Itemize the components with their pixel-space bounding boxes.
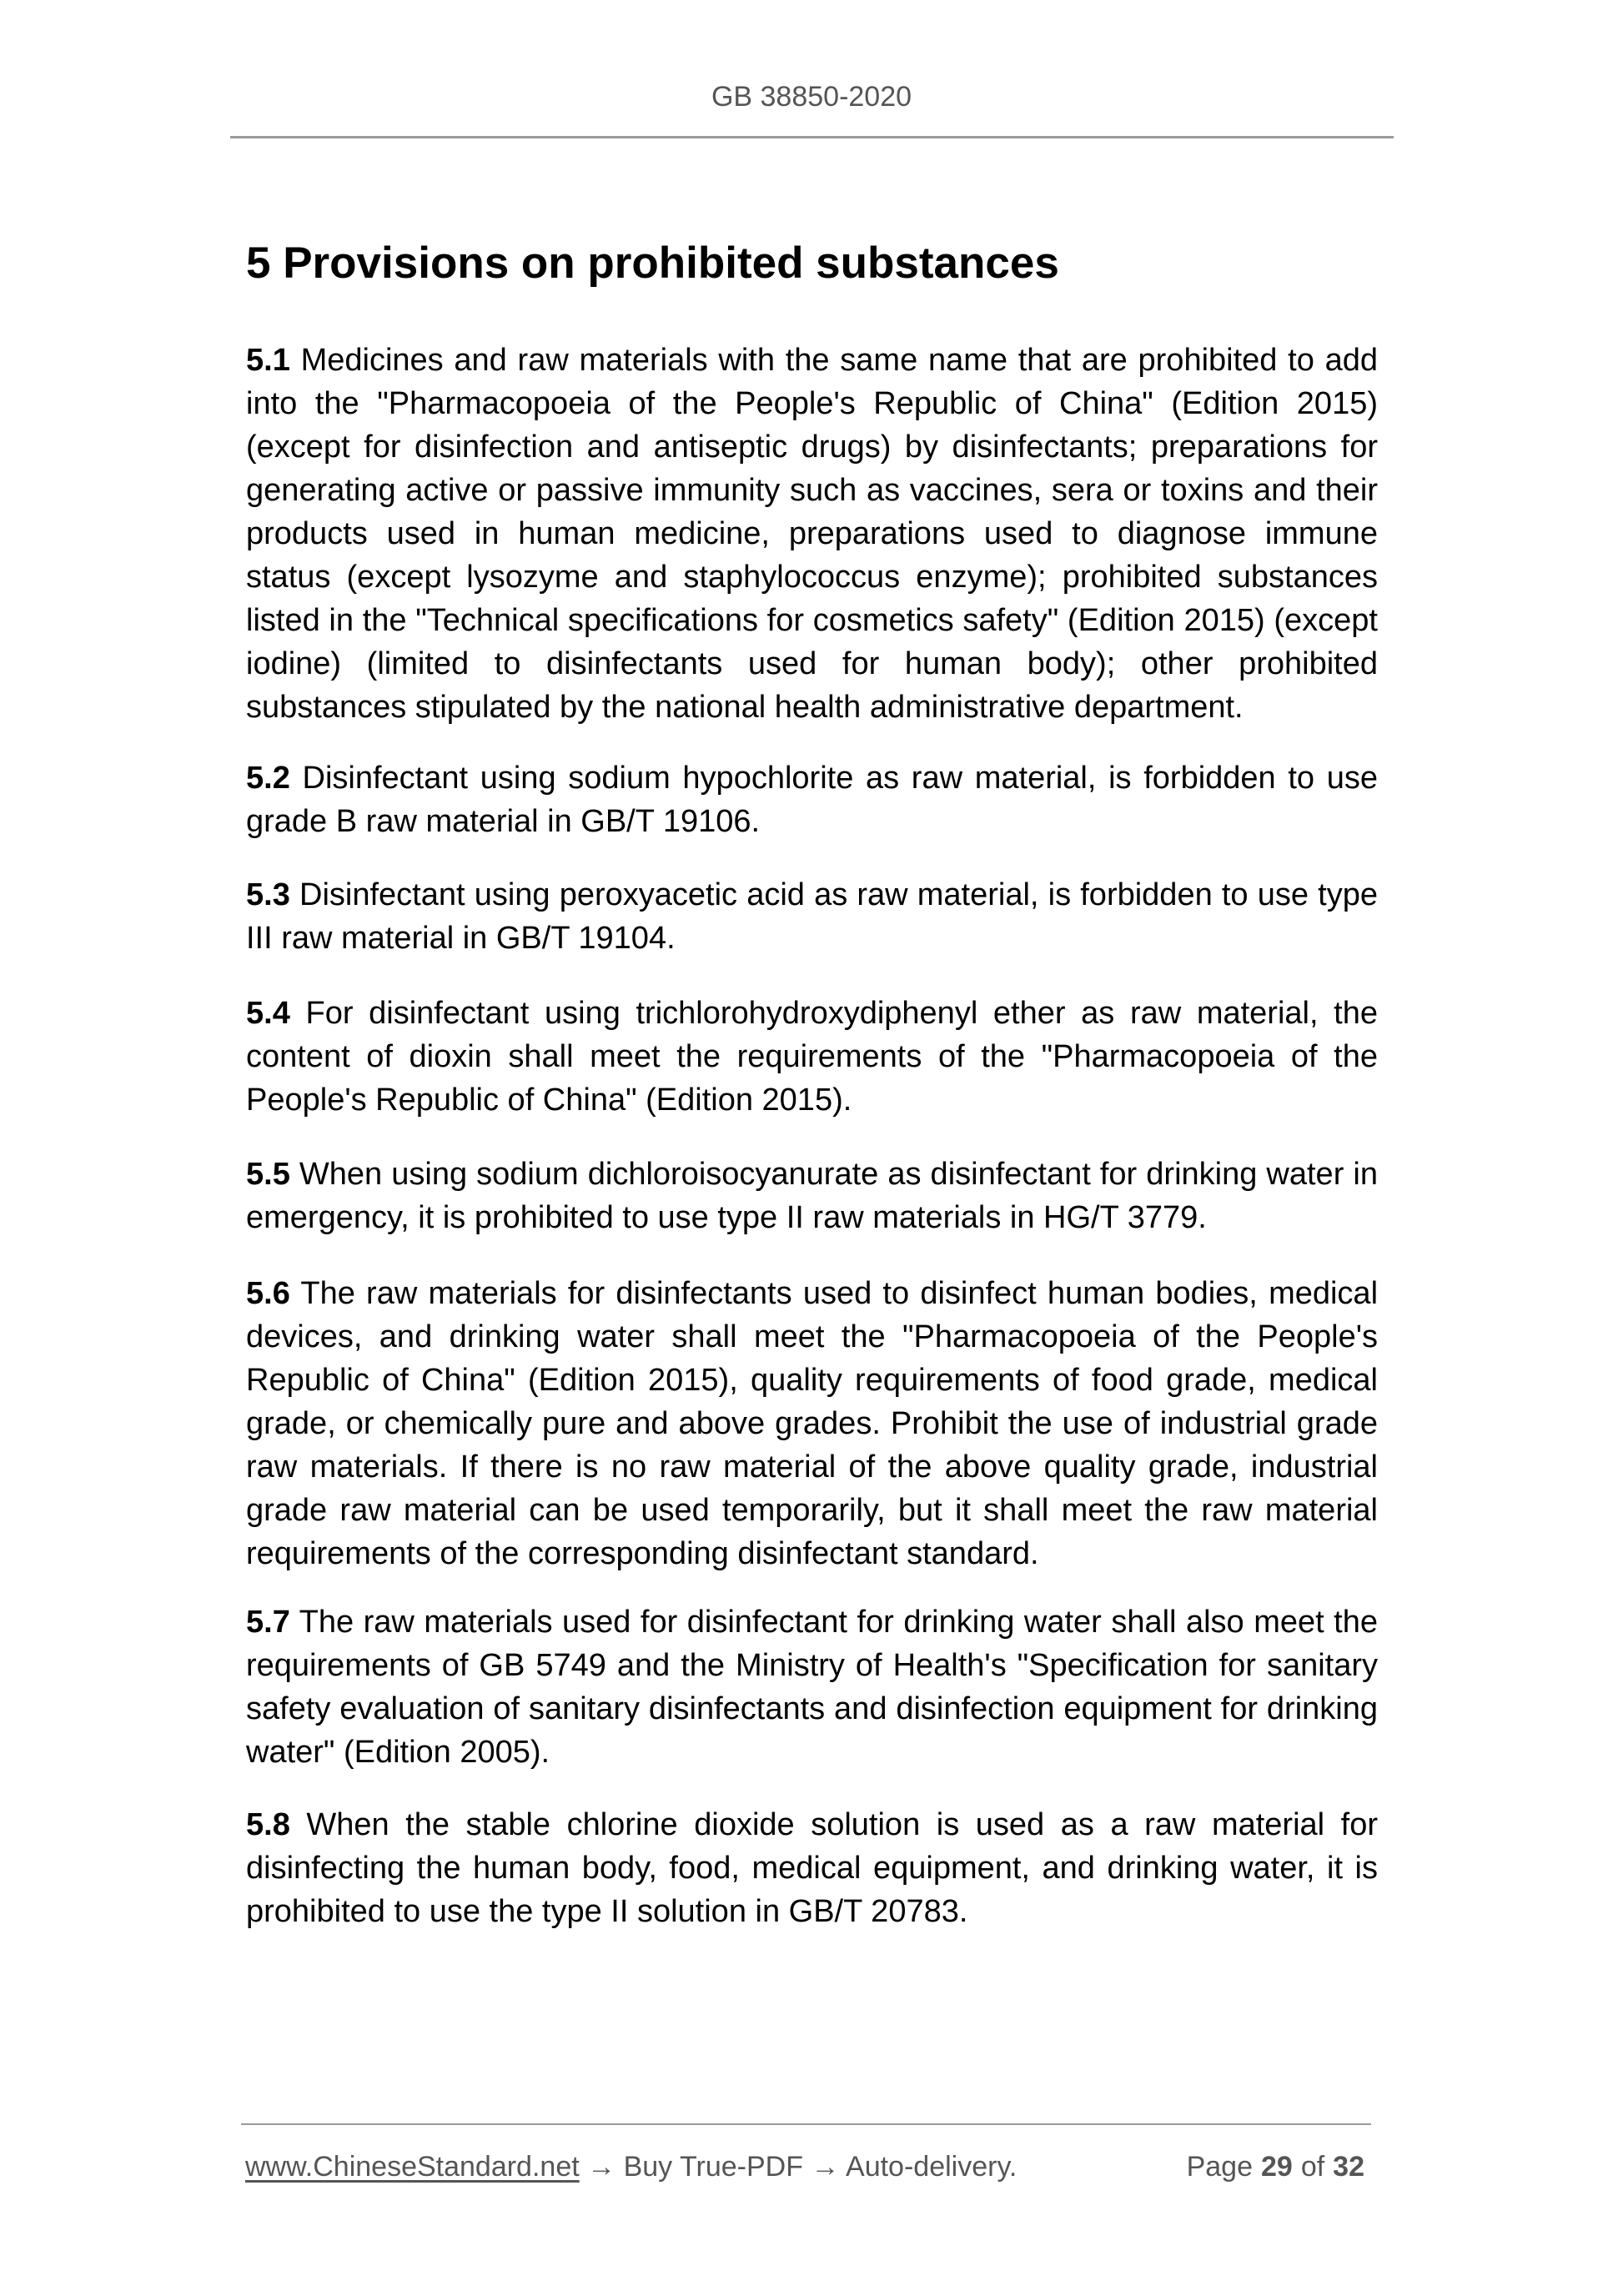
footer-divider — [241, 2123, 1371, 2125]
clause-5-5 — [246, 1153, 1378, 1239]
current-page-number: 29 — [1260, 2151, 1293, 2183]
clause-5-3 — [246, 873, 1378, 960]
arrow-right-icon: → — [587, 2151, 616, 2183]
document-code-header: GB 38850-2020 — [711, 81, 912, 113]
clause-text: When the stable chlorine dioxide solution is used as a raw material for disinfecting the human body, food, medical equipment, and drinking water, it is prohibited to use the type II solution in GB/T 20783. — [246, 1807, 1379, 1929]
clause-number: 5.1 — [246, 343, 290, 378]
clause-text: The raw materials for disinfectants used to disinfect human bodies, medical devices, and drinking water shall meet the "Pharmacopoeia of the People's Republic of China" (Edition 2015), quality requirements of food grade, medical grade, or chemically pure and above grades. Prohibit the use of industrial grade raw materials. If there is no raw material of the above quality grade, industrial grade raw material can be used temporarily, but it shall meet the raw material requirements of the corresponding disinfectant standard. — [246, 1276, 1379, 1571]
section-heading: 5 Provisions on prohibited substances — [246, 239, 1059, 288]
page-number-indicator — [1187, 2150, 1364, 2183]
clause-5-1 — [246, 339, 1378, 729]
clause-text: The raw materials used for disinfectant for drinking water shall also meet the requirements of GB 5749 and the Ministry of Health's "Specification for sanitary safety evaluation of sanitary disinfectants and disinfection equipment for drinking water" (Edition 2005). — [246, 1605, 1379, 1770]
clause-number: 5.7 — [246, 1605, 290, 1640]
footer-promo — [245, 2150, 1017, 2183]
clause-5-6 — [246, 1272, 1378, 1575]
clause-text: Disinfectant using sodium hypochlorite as raw material, is forbidden to use grade B raw material in GB/T 19106. — [246, 761, 1378, 839]
clause-number: 5.8 — [246, 1807, 290, 1842]
clause-text: When using sodium dichloroisocyanurate as disinfectant for drinking water in emergency, it is prohibited to use type II raw materials in HG/T 3779. — [246, 1157, 1378, 1235]
clause-number: 5.5 — [246, 1157, 290, 1192]
total-page-count: 32 — [1333, 2151, 1364, 2183]
clause-5-2 — [246, 756, 1378, 843]
page-footer — [245, 2150, 1368, 2187]
site-link[interactable]: www.ChineseStandard.net — [245, 2151, 580, 2183]
clause-text: Disinfectant using peroxyacetic acid as raw material, is forbidden to use type III raw material in GB/T 19104. — [246, 877, 1378, 956]
clause-text: For disinfectant using trichlorohydroxydiphenyl ether as raw material, the content of dioxin shall meet the requirements of the "Pharmacopoeia of the People's Republic of China" (Edition 2015). — [246, 996, 1378, 1118]
clause-5-7 — [246, 1600, 1378, 1774]
clause-number: 5.4 — [246, 996, 290, 1031]
arrow-right-icon: → — [811, 2151, 840, 2183]
of-label: of — [1300, 2151, 1325, 2183]
clause-number: 5.2 — [246, 761, 290, 796]
clause-number: 5.3 — [246, 877, 290, 912]
clause-number: 5.6 — [246, 1276, 290, 1311]
clause-5-4 — [246, 992, 1378, 1122]
auto-delivery-text: Auto-delivery. — [846, 2151, 1018, 2183]
clause-5-8 — [246, 1803, 1378, 1933]
buy-true-pdf-text: Buy True-PDF — [623, 2151, 803, 2183]
header-divider — [230, 136, 1394, 138]
clause-text: Medicines and raw materials with the same name that are prohibited to add into the "Pharmacopoeia of the People's Republic of China" (Edition 2015) (except for disinfection and antiseptic drugs) by disinfectants; preparations for generating active or passive immunity such as vaccines, sera or toxins and their products used in human medicine, preparations used to diagnose immune status (except lysozyme and staphylococcus enzyme); prohibited substances listed in the "Technical specifications for cosmetics safety" (Edition 2015) (except iodine) (limited to disinfectants used for human body); other prohibited substances stipulated by the national health administrative department. — [246, 343, 1378, 725]
page-label: Page — [1186, 2151, 1253, 2183]
